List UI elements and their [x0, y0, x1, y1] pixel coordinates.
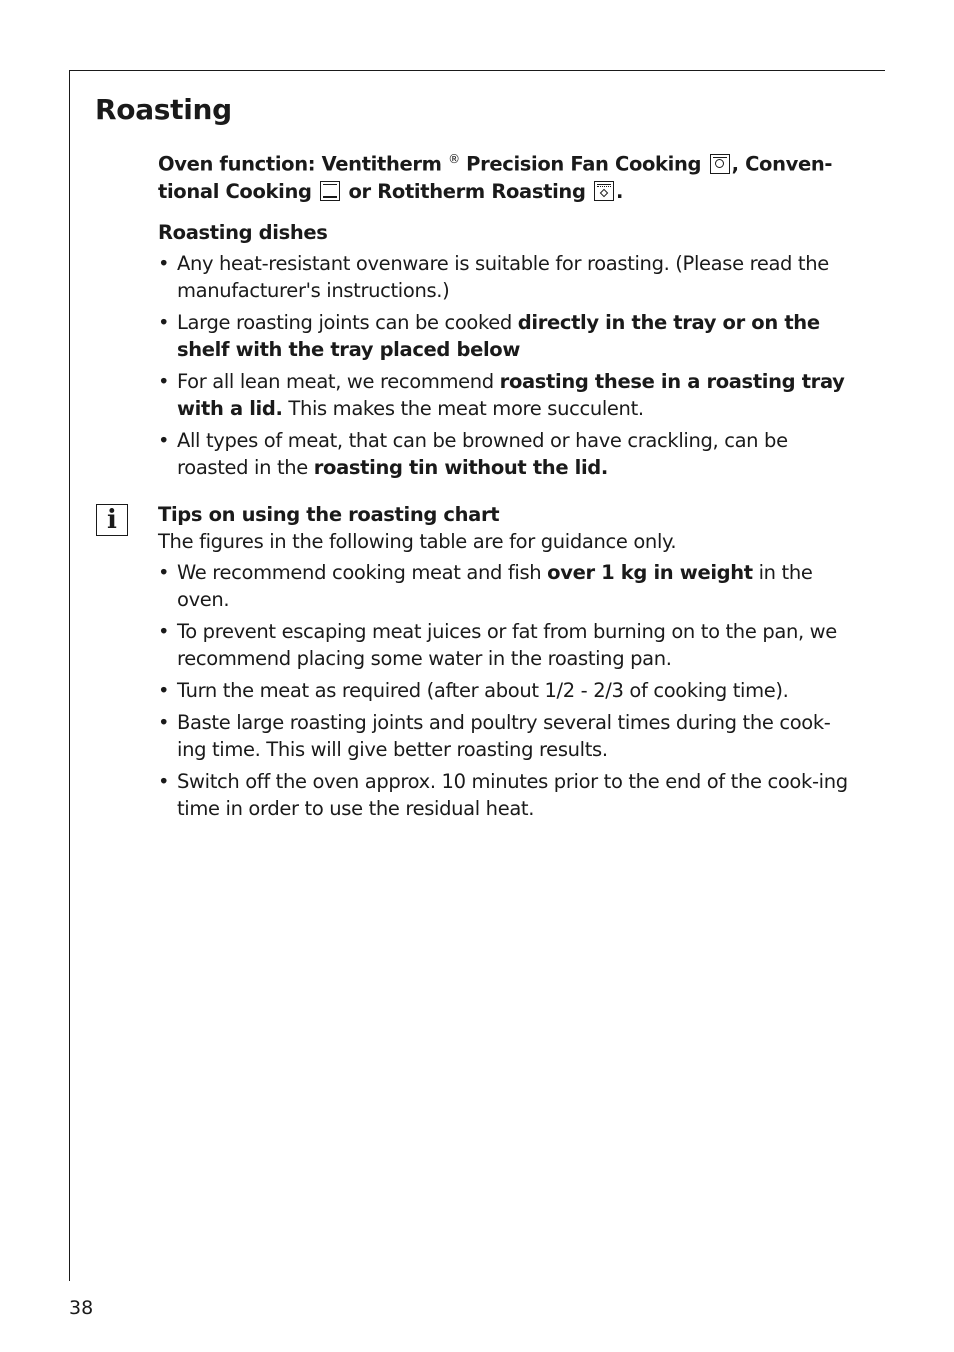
roasting-dishes-list	[158, 250, 858, 481]
fan-cooking-icon	[710, 154, 730, 174]
oven-function-line	[158, 146, 858, 205]
tips-list	[158, 559, 858, 822]
registered-mark: ®	[448, 152, 460, 166]
oven-function-text-6: .	[616, 179, 624, 203]
list-item-text: Large roasting joints can be cooked	[177, 310, 518, 334]
roasting-dishes-heading: Roasting dishes	[158, 220, 328, 244]
list-item	[158, 618, 858, 672]
left-border-line	[69, 70, 70, 1281]
oven-function-text-5: or Rotitherm Roasting	[342, 179, 592, 203]
list-item	[158, 250, 858, 304]
list-item-text: Baste large roasting joints and poultry several times during the cook-ing time. This will give better roasting results.	[177, 710, 831, 761]
list-item	[158, 709, 858, 763]
list-item-bold: over 1 kg in weight	[547, 560, 753, 584]
list-item-text: Switch off the oven approx. 10 minutes prior to the end of the cook-ing time in order to use the residual heat.	[177, 769, 848, 820]
list-item-bold: roasting these in a roasting tray with a lid.	[177, 369, 845, 420]
list-item-text: All types of meat, that can be browned or have crackling, can be roasted in the	[177, 428, 788, 479]
list-item	[158, 427, 858, 481]
page-number: 38	[69, 1297, 94, 1319]
list-item	[158, 677, 858, 704]
oven-function-text-3: , Conven-	[731, 152, 833, 176]
tips-section	[158, 501, 858, 822]
top-border-line	[69, 70, 885, 71]
list-item-text: Any heat-resistant ovenware is suitable for roasting. (Please read the manufacturer's instructions.)	[177, 251, 829, 302]
info-icon-glyph: i	[107, 505, 117, 535]
oven-function-text-4: tional Cooking	[158, 179, 319, 203]
info-icon	[96, 504, 128, 536]
list-item-text: We recommend cooking meat and fish	[177, 560, 548, 584]
oven-function-text-2: Precision Fan Cooking	[459, 152, 708, 176]
tips-intro: The figures in the following table are for guidance only.	[158, 529, 677, 553]
tips-heading: Tips on using the roasting chart	[158, 502, 500, 526]
list-item-bold: directly in the tray or on the shelf with the tray placed below	[177, 310, 820, 361]
list-item-text: Turn the meat as required (after about 1/2 - 2/3 of cooking time).	[177, 678, 789, 702]
roasting-dishes-section	[158, 219, 858, 481]
list-item	[158, 559, 858, 613]
rotitherm-roasting-icon	[594, 181, 614, 201]
main-content	[158, 146, 858, 827]
list-item-text: To prevent escaping meat juices or fat from burning on to the pan, we recommend placing some water in the roasting pan.	[177, 619, 837, 670]
conventional-cooking-icon	[320, 181, 340, 201]
page-title: Roasting	[95, 93, 232, 126]
list-item	[158, 309, 858, 363]
list-item	[158, 368, 858, 422]
list-item-bold: roasting tin without the lid.	[313, 455, 608, 479]
oven-function-text-1: Oven function: Ventitherm	[158, 152, 449, 176]
list-item-text-after: in the oven.	[177, 560, 813, 611]
list-item	[158, 768, 858, 822]
list-item-text-after: This makes the meat more succulent.	[282, 396, 644, 420]
list-item-text: For all lean meat, we recommend	[177, 369, 500, 393]
